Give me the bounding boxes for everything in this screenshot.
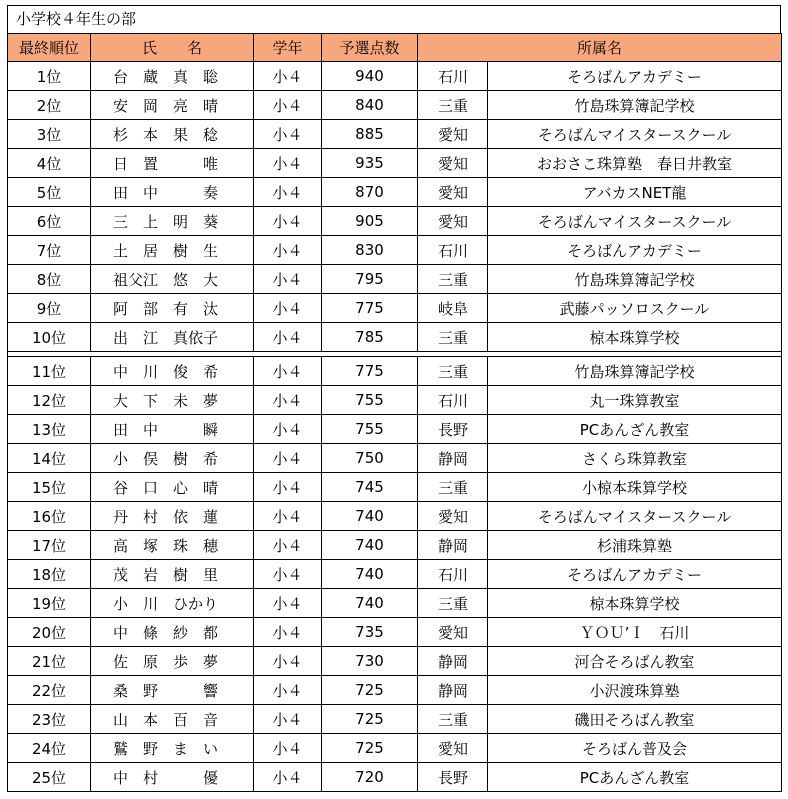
- school-cell: アバカスNET龍: [488, 178, 782, 207]
- score-cell: 940: [322, 62, 418, 91]
- school-cell: 小椋本珠算学校: [488, 473, 782, 502]
- table-row: [8, 763, 782, 792]
- name-cell: 茂 岩 樹 里: [91, 560, 254, 589]
- grade-cell: 小４: [254, 178, 322, 207]
- name-cell: 阿 部 有 汰: [91, 294, 254, 323]
- table-row: [8, 236, 782, 265]
- table-row: [8, 734, 782, 763]
- name-cell: 田 中 瞬: [91, 415, 254, 444]
- grade-cell: 小４: [254, 265, 322, 294]
- table-row: [8, 265, 782, 294]
- rank-cell: 10位: [8, 323, 91, 352]
- name-cell: 安 岡 亮 晴: [91, 91, 254, 120]
- table-row: [8, 149, 782, 178]
- name-cell: 日 置 唯: [91, 149, 254, 178]
- table-row: [8, 676, 782, 705]
- name-cell: 三 上 明 葵: [91, 207, 254, 236]
- prefecture-cell: 三重: [418, 357, 488, 386]
- score-cell: 735: [322, 618, 418, 647]
- grade-cell: 小４: [254, 502, 322, 531]
- grade-cell: 小４: [254, 294, 322, 323]
- table-row: [8, 473, 782, 502]
- prefecture-cell: 三重: [418, 323, 488, 352]
- rank-cell: 6位: [8, 207, 91, 236]
- prefecture-cell: 静岡: [418, 444, 488, 473]
- grade-cell: 小４: [254, 444, 322, 473]
- name-cell: 小 川 ひかり: [91, 589, 254, 618]
- table-row: [8, 120, 782, 149]
- school-cell: 杉浦珠算塾: [488, 531, 782, 560]
- header-score: 予選点数: [322, 34, 418, 62]
- prefecture-cell: 静岡: [418, 531, 488, 560]
- school-cell: 武藤パッソロスクール: [488, 294, 782, 323]
- name-cell: 出 江 真依子: [91, 323, 254, 352]
- prefecture-cell: 静岡: [418, 676, 488, 705]
- school-cell: 河合そろばん教室: [488, 647, 782, 676]
- score-cell: 775: [322, 294, 418, 323]
- name-cell: 山 本 百 音: [91, 705, 254, 734]
- name-cell: 桑 野 響: [91, 676, 254, 705]
- score-cell: 740: [322, 589, 418, 618]
- school-cell: そろばんマイスタースクール: [488, 502, 782, 531]
- prefecture-cell: 愛知: [418, 149, 488, 178]
- name-cell: 丹 村 依 蓮: [91, 502, 254, 531]
- score-cell: 870: [322, 178, 418, 207]
- rank-cell: 8位: [8, 265, 91, 294]
- name-cell: 中 條 紗 都: [91, 618, 254, 647]
- prefecture-cell: 三重: [418, 265, 488, 294]
- table-row: [8, 323, 782, 352]
- name-cell: 高 塚 珠 穂: [91, 531, 254, 560]
- score-cell: 755: [322, 415, 418, 444]
- rank-cell: 19位: [8, 589, 91, 618]
- table-row: [8, 531, 782, 560]
- school-cell: そろばんマイスタースクール: [488, 120, 782, 149]
- prefecture-cell: 愛知: [418, 207, 488, 236]
- prefecture-cell: 長野: [418, 763, 488, 792]
- table-row: [8, 62, 782, 91]
- prefecture-cell: 愛知: [418, 734, 488, 763]
- rank-cell: 5位: [8, 178, 91, 207]
- section-title: 小学校４年生の部: [7, 5, 781, 33]
- school-cell: 竹島珠算簿記学校: [488, 91, 782, 120]
- name-cell: 祖父江 悠 大: [91, 265, 254, 294]
- grade-cell: 小４: [254, 323, 322, 352]
- score-cell: 740: [322, 560, 418, 589]
- school-cell: 竹島珠算簿記学校: [488, 357, 782, 386]
- score-cell: 885: [322, 120, 418, 149]
- school-cell: おおさこ珠算塾 春日井教室: [488, 149, 782, 178]
- score-cell: 775: [322, 357, 418, 386]
- table-row: [8, 502, 782, 531]
- prefecture-cell: 石川: [418, 236, 488, 265]
- name-cell: 土 居 樹 生: [91, 236, 254, 265]
- grade-cell: 小４: [254, 734, 322, 763]
- results-sheet: [7, 5, 781, 792]
- grade-cell: 小４: [254, 589, 322, 618]
- grade-cell: 小４: [254, 62, 322, 91]
- score-cell: 830: [322, 236, 418, 265]
- name-cell: 中 川 俊 希: [91, 357, 254, 386]
- school-cell: PCあんざん教室: [488, 415, 782, 444]
- table-row: [8, 415, 782, 444]
- name-cell: 田 中 奏: [91, 178, 254, 207]
- table-body: [8, 62, 782, 792]
- name-cell: 杉 本 果 稔: [91, 120, 254, 149]
- prefecture-cell: 石川: [418, 386, 488, 415]
- grade-cell: 小４: [254, 357, 322, 386]
- rank-cell: 1位: [8, 62, 91, 91]
- header-affiliation: 所属名: [418, 34, 782, 62]
- name-cell: 佐 原 歩 夢: [91, 647, 254, 676]
- prefecture-cell: 静岡: [418, 647, 488, 676]
- school-cell: 丸一珠算教室: [488, 386, 782, 415]
- prefecture-cell: 三重: [418, 589, 488, 618]
- rank-cell: 20位: [8, 618, 91, 647]
- name-cell: 台 蔵 真 聡: [91, 62, 254, 91]
- prefecture-cell: 愛知: [418, 618, 488, 647]
- header-name: 氏 名: [91, 34, 254, 62]
- score-cell: 905: [322, 207, 418, 236]
- grade-cell: 小４: [254, 618, 322, 647]
- score-cell: 725: [322, 734, 418, 763]
- score-cell: 750: [322, 444, 418, 473]
- grade-cell: 小４: [254, 236, 322, 265]
- grade-cell: 小４: [254, 676, 322, 705]
- school-cell: 椋本珠算学校: [488, 589, 782, 618]
- rank-cell: 18位: [8, 560, 91, 589]
- table-row: [8, 705, 782, 734]
- rank-cell: 23位: [8, 705, 91, 734]
- school-cell: 小沢渡珠算塾: [488, 676, 782, 705]
- grade-cell: 小４: [254, 705, 322, 734]
- table-row: [8, 444, 782, 473]
- table-row: [8, 294, 782, 323]
- score-cell: 740: [322, 531, 418, 560]
- score-cell: 840: [322, 91, 418, 120]
- school-cell: さくら珠算教室: [488, 444, 782, 473]
- school-cell: 竹島珠算簿記学校: [488, 265, 782, 294]
- name-cell: 谷 口 心 晴: [91, 473, 254, 502]
- results-table: [7, 33, 782, 792]
- prefecture-cell: 愛知: [418, 120, 488, 149]
- score-cell: 725: [322, 705, 418, 734]
- grade-cell: 小４: [254, 386, 322, 415]
- score-cell: 785: [322, 323, 418, 352]
- rank-cell: 21位: [8, 647, 91, 676]
- rank-cell: 22位: [8, 676, 91, 705]
- table-row: [8, 618, 782, 647]
- score-cell: 745: [322, 473, 418, 502]
- table-row: [8, 207, 782, 236]
- school-cell: そろばんアカデミー: [488, 236, 782, 265]
- name-cell: 中 村 優: [91, 763, 254, 792]
- name-cell: 鷲 野 ま い: [91, 734, 254, 763]
- score-cell: 935: [322, 149, 418, 178]
- grade-cell: 小４: [254, 149, 322, 178]
- table-row: [8, 647, 782, 676]
- prefecture-cell: 石川: [418, 560, 488, 589]
- rank-cell: 24位: [8, 734, 91, 763]
- prefecture-cell: 三重: [418, 473, 488, 502]
- prefecture-cell: 石川: [418, 62, 488, 91]
- table-row: [8, 357, 782, 386]
- prefecture-cell: 愛知: [418, 178, 488, 207]
- school-cell: そろばんアカデミー: [488, 62, 782, 91]
- table-row: [8, 589, 782, 618]
- prefecture-cell: 愛知: [418, 502, 488, 531]
- grade-cell: 小４: [254, 531, 322, 560]
- school-cell: PCあんざん教室: [488, 763, 782, 792]
- score-cell: 740: [322, 502, 418, 531]
- rank-cell: 3位: [8, 120, 91, 149]
- grade-cell: 小４: [254, 560, 322, 589]
- school-cell: 椋本珠算学校: [488, 323, 782, 352]
- name-cell: 小 俣 樹 希: [91, 444, 254, 473]
- grade-cell: 小４: [254, 647, 322, 676]
- score-cell: 795: [322, 265, 418, 294]
- school-cell: ＹＯＵ’Ｉ 石川: [488, 618, 782, 647]
- rank-cell: 9位: [8, 294, 91, 323]
- score-cell: 725: [322, 676, 418, 705]
- rank-cell: 25位: [8, 763, 91, 792]
- rank-cell: 12位: [8, 386, 91, 415]
- prefecture-cell: 三重: [418, 91, 488, 120]
- grade-cell: 小４: [254, 91, 322, 120]
- table-row: [8, 91, 782, 120]
- rank-cell: 4位: [8, 149, 91, 178]
- prefecture-cell: 三重: [418, 705, 488, 734]
- school-cell: そろばんアカデミー: [488, 560, 782, 589]
- header-grade: 学年: [254, 34, 322, 62]
- name-cell: 大 下 未 夢: [91, 386, 254, 415]
- prefecture-cell: 長野: [418, 415, 488, 444]
- rank-cell: 17位: [8, 531, 91, 560]
- school-cell: そろばんマイスタースクール: [488, 207, 782, 236]
- rank-cell: 16位: [8, 502, 91, 531]
- grade-cell: 小４: [254, 207, 322, 236]
- rank-cell: 14位: [8, 444, 91, 473]
- grade-cell: 小４: [254, 415, 322, 444]
- table-row: [8, 178, 782, 207]
- rank-cell: 2位: [8, 91, 91, 120]
- score-cell: 730: [322, 647, 418, 676]
- rank-cell: 15位: [8, 473, 91, 502]
- score-cell: 755: [322, 386, 418, 415]
- rank-cell: 11位: [8, 357, 91, 386]
- score-cell: 720: [322, 763, 418, 792]
- header-row: [8, 34, 782, 62]
- prefecture-cell: 岐阜: [418, 294, 488, 323]
- school-cell: 磯田そろばん教室: [488, 705, 782, 734]
- grade-cell: 小４: [254, 120, 322, 149]
- grade-cell: 小４: [254, 763, 322, 792]
- school-cell: そろばん普及会: [488, 734, 782, 763]
- grade-cell: 小４: [254, 473, 322, 502]
- rank-cell: 7位: [8, 236, 91, 265]
- rank-cell: 13位: [8, 415, 91, 444]
- header-rank: 最終順位: [8, 34, 91, 62]
- table-row: [8, 560, 782, 589]
- table-row: [8, 386, 782, 415]
